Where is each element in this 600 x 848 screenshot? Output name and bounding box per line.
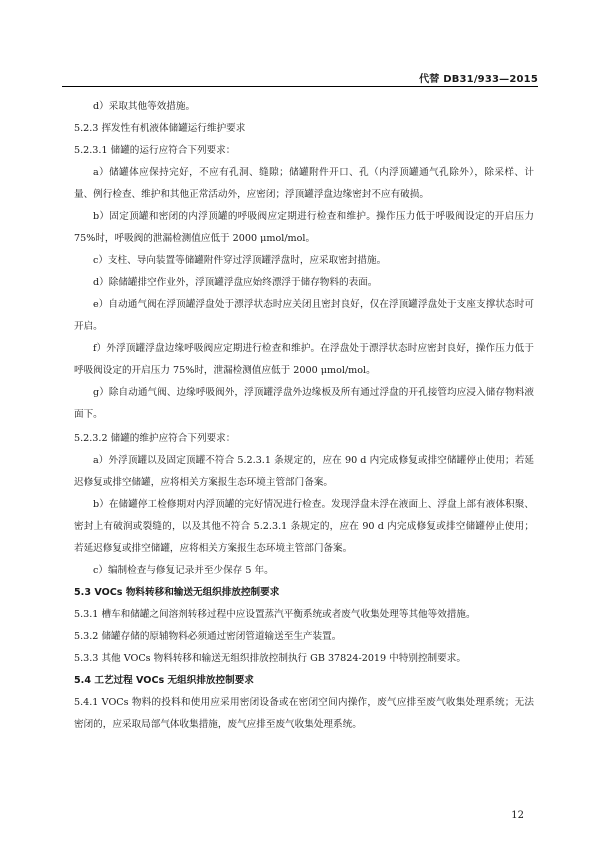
page-number: 12 <box>511 810 524 821</box>
item-d-floating-deck: d）除储罐排空作业外，浮顶罐浮盘应始终漂浮于储存物料的表面。 <box>93 277 378 288</box>
section-5-2-3-heading: 5.2.3 挥发性有机液体储罐运行维护要求 <box>74 123 246 134</box>
header-rule <box>62 86 538 87</box>
section-5-3-1: 5.3.1 槽车和储罐之间溶剂转移过程中应设置蒸汽平衡系统或者废气收集处理等其他等效措施。 <box>74 609 476 620</box>
item-f-edge-breather: f）外浮顶罐浮盘边缘呼吸阀应定期进行检查和维护。在浮盘处于漂浮状态时应密封良好，操作压力低于呼吸阀设定的开启压力 75%时，泄漏检测值应低于 2000 μmol/mol。 <box>74 343 534 376</box>
section-5-4-heading: 5.4 工艺过程 VOCs 无组织排放控制要求 <box>74 675 254 686</box>
section-5-3-heading: 5.3 VOCs 物料转移和输送无组织排放控制要求 <box>74 587 280 598</box>
item-a-tank-integrity: a）储罐体应保持完好，不应有孔洞、缝隙；储罐附件开口、孔（内浮顶罐通气孔除外），除采样、计量、例行检查、维护和其他正常活动外，应密闭；浮顶罐浮盘边缘密封不应有破损。 <box>74 167 534 200</box>
section-5-2-3-2-heading: 5.2.3.2 储罐的维护应符合下列要求： <box>74 433 236 444</box>
item-g-immersion: g）除自动通气阀、边缘呼吸阀外，浮顶罐浮盘外边缘板及所有通过浮盘的开孔接管均应浸入储存物料液面下。 <box>74 387 534 420</box>
item-c-records: c）编制检查与修复记录并至少保存 5 年。 <box>93 565 274 576</box>
section-5-3-2: 5.3.2 储罐存储的原辅物料必须通过密闭管道输送至生产装置。 <box>74 631 342 642</box>
section-5-2-3-1-heading: 5.2.3.1 储罐的运行应符合下列要求： <box>74 145 236 156</box>
item-c-seal-measures: c）支柱、导向装置等储罐附件穿过浮顶罐浮盘时，应采取密封措施。 <box>93 255 387 266</box>
standard-code-header: 代替 DB31/933—2015 <box>419 74 538 85</box>
item-d-other-measures: d）采取其他等效措施。 <box>93 101 196 112</box>
document-body <box>74 96 534 736</box>
section-5-4-1: 5.4.1 VOCs 物料的投料和使用应采用密闭设备或在密闭空间内操作，废气应排至废气收集处理系统；无法密闭的，应采取局部气体收集措施，废气应排至废气收集处理系统。 <box>74 697 534 730</box>
item-e-auto-vent: e）自动通气阀在浮顶罐浮盘处于漂浮状态时应关闭且密封良好，仅在浮顶罐浮盘处于支座支撑状态时可开启。 <box>74 299 534 332</box>
item-b-shutdown-inspection: b）在储罐停工检修期对内浮顶罐的完好情况进行检查。发现浮盘未浮在液面上、浮盘上部有液体积聚、密封上有破润或裂缝的，以及其他不符合 5.2.3.1 条规定的，应在 90 d 内完成修复或排空储罐停止使用；若延迟修复或排空储罐，应将相关方案报生态环境主管部门备案。 <box>74 499 534 554</box>
section-5-3-3: 5.3.3 其他 VOCs 物料转移和输送无组织排放控制执行 GB 37824-2019 中特别控制要求。 <box>74 653 466 664</box>
item-b-breather-valve: b）固定顶罐和密闭的内浮顶罐的呼吸阀应定期进行检查和维护。操作压力低于呼吸阀设定的开启压力 75%时，呼吸阀的泄漏检测值应低于 2000 μmol/mol。 <box>74 211 534 244</box>
item-a-repair-90d: a）外浮顶罐以及固定顶罐不符合 5.2.3.1 条规定的，应在 90 d 内完成修复或排空储罐停止使用；若延迟修复或排空储罐，应将相关方案报生态环境主管部门备案。 <box>74 455 534 488</box>
